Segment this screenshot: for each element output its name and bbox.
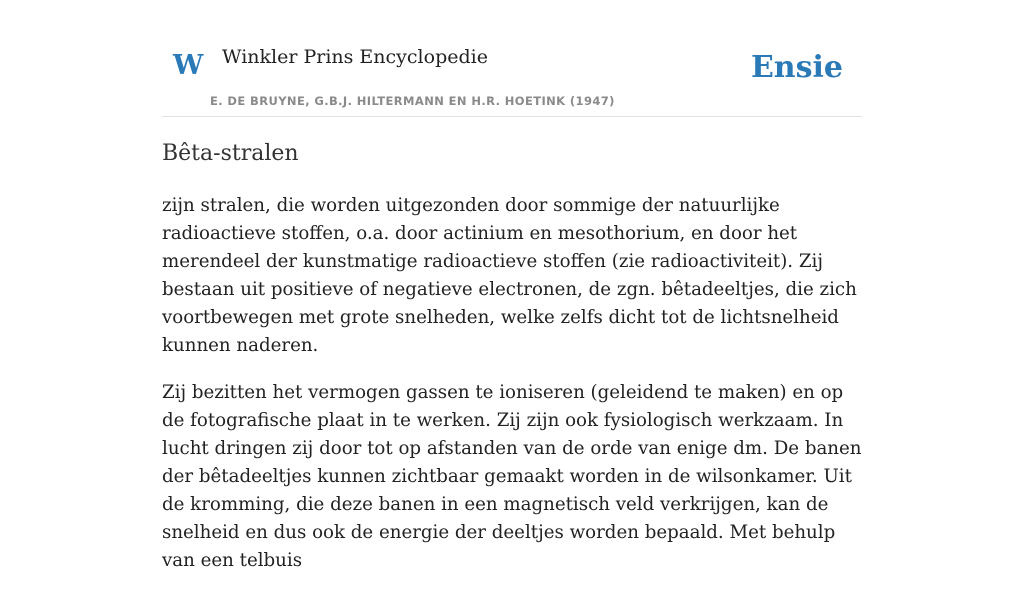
brand-logo[interactable]: Ensie	[750, 50, 843, 85]
article-title: Bêta-stralen	[162, 141, 299, 166]
source-logo[interactable]: W	[173, 50, 204, 81]
article-paragraph: zijn stralen, die worden uitgezonden door sommige der natuurlijke radioactieve stoffen, o.a. door actinium en mesothorium, en door het merendeel der kunstmatige radioactieve stoffen (zie radioactiviteit). Zij bestaan uit positieve of negatieve electronen, de zgn. bêtadeeltjes, die zich voortbewegen met grote snelheden, welke zelfs dicht tot de lichtsnelheid kunnen naderen.	[162, 195, 857, 356]
source-authors: E. DE BRUYNE, G.B.J. HILTERMANN EN H.R. HOETINK (1947)	[210, 94, 615, 108]
source-header	[162, 0, 862, 117]
article-paragraph: Zij bezitten het vermogen gassen te ioniseren (geleidend te maken) en op de fotografische plaat in te werken. Zij zijn ook fysiologisch werkzaam. In lucht dringen zij door tot op afstanden van de orde van enige dm. De banen der bêtadeeltjes kunnen zichtbaar gemaakt worden in de wilsonkamer. Uit de kromming, die deze banen in een magnetisch veld verkrijgen, kan de snelheid en dus ook de energie der deeltjes worden bepaald. Met behulp van een telbuis	[162, 382, 862, 571]
article-body	[162, 192, 862, 594]
source-title[interactable]: Winkler Prins Encyclopedie	[222, 46, 488, 68]
